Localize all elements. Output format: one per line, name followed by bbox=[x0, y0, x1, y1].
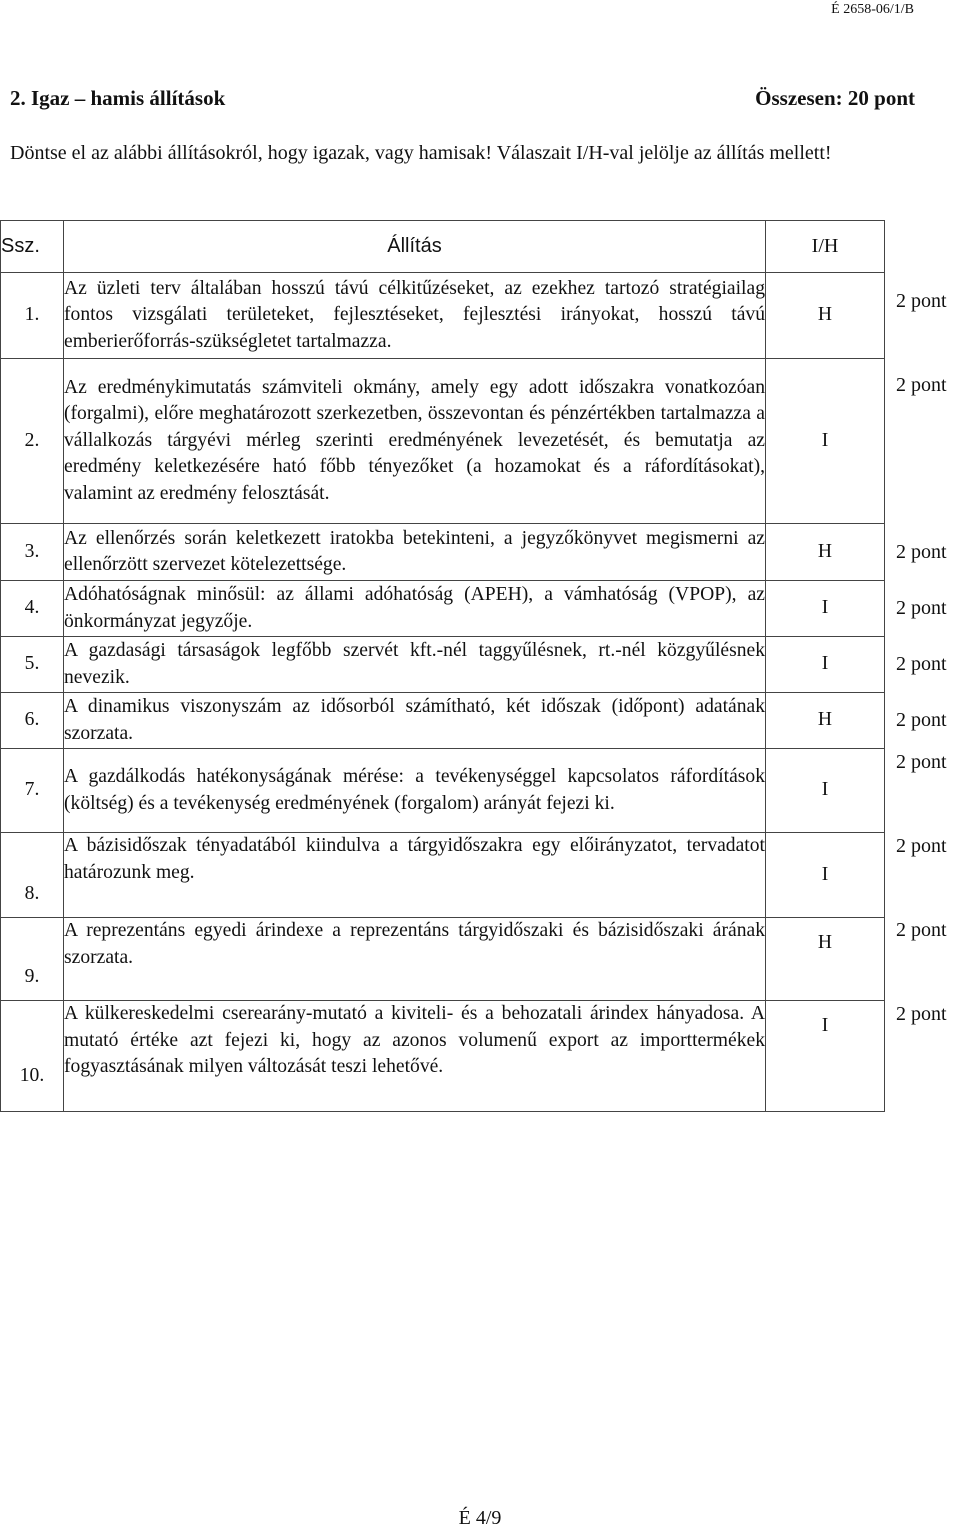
row-answer: H bbox=[766, 524, 885, 581]
statements-table bbox=[0, 220, 885, 1112]
table-row bbox=[1, 581, 885, 637]
row-number: 5. bbox=[1, 637, 64, 693]
row-answer: I bbox=[766, 749, 885, 833]
row-points: 2 pont bbox=[896, 1003, 947, 1025]
header-answer: I/H bbox=[766, 221, 885, 273]
table-row bbox=[1, 273, 885, 359]
section-header bbox=[10, 86, 915, 111]
row-points: 2 pont bbox=[896, 835, 947, 857]
section-title: 2. Igaz – hamis állítások bbox=[10, 86, 226, 110]
row-statement: Az ellenőrzés során keletkezett iratokba betekinteni, a jegyzőkönyvet megismerni az ellenőrzött szervezet kötelezettsége. bbox=[64, 524, 766, 581]
row-answer: H bbox=[766, 693, 885, 749]
row-statement: A reprezentáns egyedi árindexe a reprezentáns tárgyidőszaki és bázisidőszaki árának szorzata. bbox=[64, 918, 766, 1001]
row-number: 7. bbox=[1, 749, 64, 833]
row-statement: A gazdasági társaságok legfőbb szervét kft.-nél taggyűlésnek, rt.-nél közgyűlésnek nevezik. bbox=[64, 637, 766, 693]
row-points: 2 pont bbox=[896, 597, 947, 619]
row-statement: A dinamikus viszonyszám az idősorból számítható, két időszak (időpont) adatának szorzata. bbox=[64, 693, 766, 749]
row-answer: I bbox=[766, 581, 885, 637]
row-statement: Az eredménykimutatás számviteli okmány, amely egy adott időszakra vonatkozóan (forgalmi), előre meghatározott szerkezetben, összevontan és pénzértékben tartalmazza a vállalkozás tárgyévi mérleg szerinti eredményének levezetését, és bemutatja az eredmény keletkezésére ható főbb tényezőket (a hozamokat és a ráfordításokat), valamint az eredmény felosztását. bbox=[64, 359, 766, 524]
row-statement: A gazdálkodás hatékonyságának mérése: a tevékenységgel kapcsolatos ráfordítások (költség) és a tevékenység eredményének (forgalom) arányát fejezi ki. bbox=[64, 749, 766, 833]
row-number: 10. bbox=[1, 1001, 64, 1112]
table-row bbox=[1, 359, 885, 524]
row-points: 2 pont bbox=[896, 751, 947, 773]
row-number: 6. bbox=[1, 693, 64, 749]
page-number: É 4/9 bbox=[458, 1507, 502, 1529]
row-points: 2 pont bbox=[896, 541, 947, 563]
row-points: 2 pont bbox=[896, 290, 947, 312]
section-total-points: Összesen: 20 pont bbox=[755, 86, 915, 110]
table-row bbox=[1, 693, 885, 749]
row-points: 2 pont bbox=[896, 653, 947, 675]
row-answer: I bbox=[766, 1001, 885, 1112]
table-header-row bbox=[1, 221, 885, 273]
table-row bbox=[1, 637, 885, 693]
row-answer: I bbox=[766, 833, 885, 918]
instructions: Döntse el az alábbi állításokról, hogy igazak, vagy hamisak! Válaszait I/H-val jelölje az állítás mellett! bbox=[10, 142, 832, 164]
header-number: Ssz. bbox=[1, 221, 64, 273]
row-points: 2 pont bbox=[896, 709, 947, 731]
table-row bbox=[1, 1001, 885, 1112]
row-statement: A külkereskedelmi cserearány-mutató a kiviteli- és a behozatali árindex hányadosa. A mutató értéke azt fejezi ki, hogy az azonos volumenű export az importtermékek fogyasztásának milyen változását teszi lehetővé. bbox=[64, 1001, 766, 1112]
header-statement: Állítás bbox=[64, 221, 766, 273]
document-code: É 2658-06/1/B bbox=[831, 2, 914, 17]
row-statement: Adóhatóságnak minősül: az állami adóhatóság (APEH), a vámhatóság (VPOP), az önkormányzat jegyzője. bbox=[64, 581, 766, 637]
row-number: 2. bbox=[1, 359, 64, 524]
row-statement: A bázisidőszak tényadatából kiindulva a tárgyidőszakra egy előirányzatot, tervadatot határozunk meg. bbox=[64, 833, 766, 918]
row-answer: H bbox=[766, 918, 885, 1001]
row-answer: I bbox=[766, 637, 885, 693]
row-number: 1. bbox=[1, 273, 64, 359]
row-answer: H bbox=[766, 273, 885, 359]
row-points: 2 pont bbox=[896, 374, 947, 396]
row-number: 4. bbox=[1, 581, 64, 637]
row-number: 9. bbox=[1, 918, 64, 1001]
row-statement: Az üzleti terv általában hosszú távú célkitűzéseket, az ezekhez tartozó stratégiailag fontos vizsgálati területeket, fejlesztéseket, fejlesztési irányokat, hosszú távú emberierőforrás-szükségletet tartalmazza. bbox=[64, 273, 766, 359]
table-row bbox=[1, 833, 885, 918]
table-row bbox=[1, 749, 885, 833]
table-row bbox=[1, 524, 885, 581]
table-row bbox=[1, 918, 885, 1001]
row-number: 8. bbox=[1, 833, 64, 918]
row-points: 2 pont bbox=[896, 919, 947, 941]
row-answer: I bbox=[766, 359, 885, 524]
row-number: 3. bbox=[1, 524, 64, 581]
